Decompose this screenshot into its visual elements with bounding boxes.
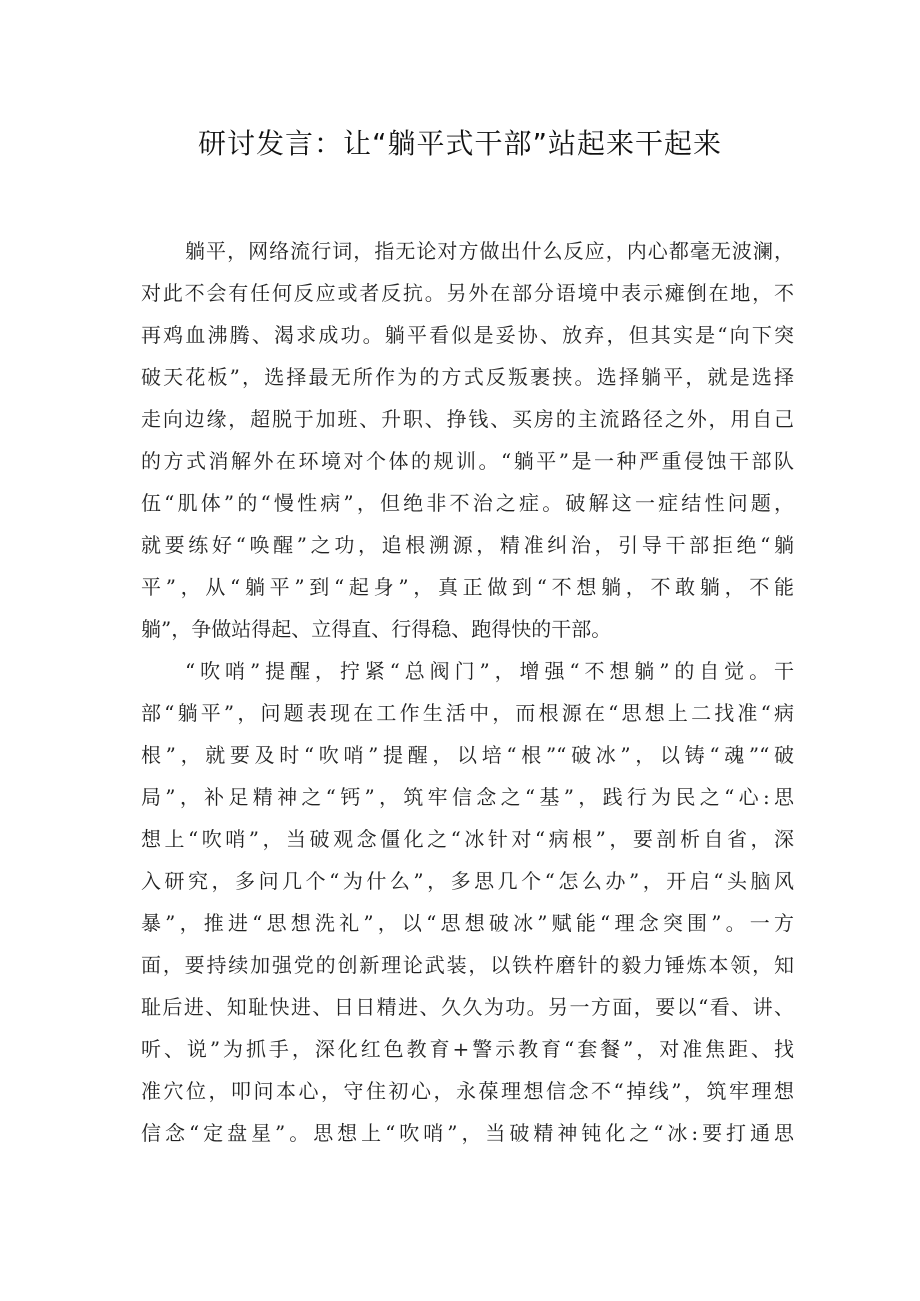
text-line: 伍“肌体”的“慢性病”，但绝非不治之症。破解这一症结性问题， <box>141 491 794 515</box>
text-line: 就要练好“唤醒”之功，追根溯源，精准纠治，引导干部拒绝“躺 <box>141 533 794 557</box>
paragraph-2 <box>141 650 794 1154</box>
text-line: 的方式消解外在环境对个体的规训。“躺平”是一种严重侵蚀干部队 <box>141 449 794 473</box>
text-line: 耻后进、知耻快进、日日精进、久久为功。另一方面，要以“看、讲、 <box>141 995 794 1019</box>
text-line: 准穴位，叩问本心，守住初心，永葆理想信念不“掉线”，筑牢理想 <box>141 1079 794 1103</box>
document-title: 研讨发言：让“躺平式干部”站起来干起来 <box>197 127 722 160</box>
text-line: 部“躺平”，问题表现在工作生活中，而根源在“思想上二找准“病 <box>141 701 794 725</box>
text-line: 信念“定盘星”。思想上“吹哨”，当破精神钝化之“冰:要打通思 <box>141 1121 794 1145</box>
text-line: 面，要持续加强党的创新理论武装，以铁杵磨针的毅力锤炼本领，知 <box>141 953 794 977</box>
text-line: 走向边缘，超脱于加班、升职、挣钱、买房的主流路径之外，用自己 <box>141 407 794 431</box>
text-line: 破天花板”，选择最无所作为的方式反叛裹挟。选择躺平，就是选择 <box>141 365 794 389</box>
text-line: 躺”，争做站得起、立得直、行得稳、跑得快的干部。 <box>141 617 612 641</box>
text-line: 想上“吹哨”，当破观念僵化之“冰针对“病根”，要剖析自省，深 <box>141 827 794 851</box>
text-line: 躺平，网络流行词，指无论对方做出什么反应，内心都毫无波澜， <box>185 239 794 263</box>
text-line: 听、说”为抓手，深化红色教育+警示教育“套餐”，对准焦距、找 <box>141 1037 794 1061</box>
text-line: 局”，补足精神之“钙”，筑牢信念之“基”，践行为民之“心:思 <box>141 785 794 809</box>
text-line: 入研究，多问几个“为什么”，多思几个“怎么办”，开启“头脑风 <box>141 869 794 893</box>
paragraph-1 <box>141 230 794 650</box>
text-line: 根”，就要及时“吹哨”提醒，以培“根”“破冰”，以铸“魂”“破 <box>141 743 794 767</box>
text-line: 平”，从“躺平”到“起身”，真正做到“不想躺，不敢躺，不能 <box>141 575 794 599</box>
text-line: 对此不会有任何反应或者反抗。另外在部分语境中表示瘫倒在地，不 <box>141 281 794 305</box>
text-line: “吹哨”提醒，拧紧“总阀门”，增强“不想躺”的自觉。干 <box>185 659 794 683</box>
text-line: 再鸡血沸腾、渴求成功。躺平看似是妥协、放弃，但其实是“向下突 <box>141 323 794 347</box>
document-body <box>141 230 794 1154</box>
text-line: 暴”，推进“思想洗礼”，以“思想破冰”赋能“理念突围”。一方 <box>141 911 794 935</box>
